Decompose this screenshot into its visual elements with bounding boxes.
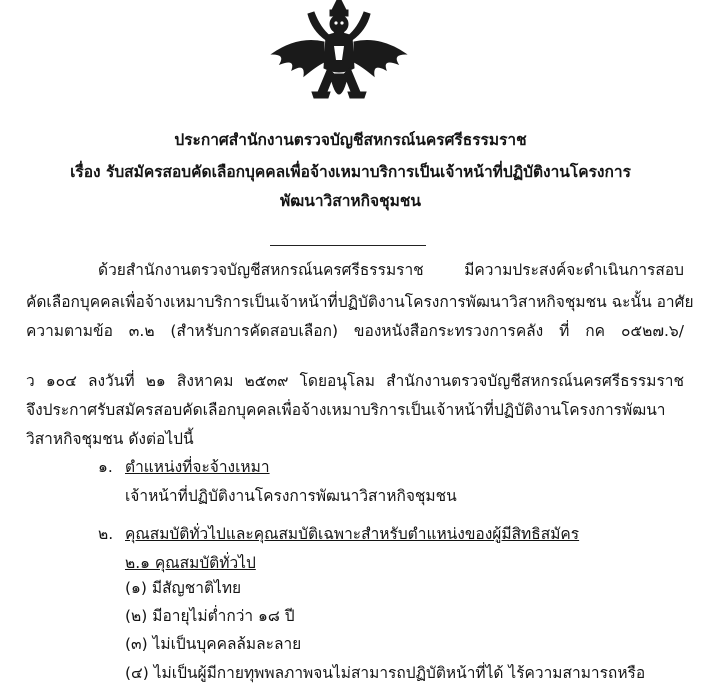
section2-heading: คุณสมบัติทั่วไปและคุณสมบัติเฉพาะสำหรับตำแหน่งของผู้มีสิทธิสมัคร (125, 525, 580, 543)
announcement-subject-cont: พัฒนาวิสาหกิจชุมชน (280, 192, 421, 210)
section2-number: ๒. (98, 525, 114, 543)
divider-line (270, 245, 426, 246)
intro-line-1: ด้วยสำนักงานตรวจบัญชีสหกรณ์นครศรีธรรมราช มีความประสงค์จะดำเนินการสอบ (98, 261, 684, 279)
list-item: (๑) มีสัญชาติไทย (125, 579, 242, 597)
garuda-emblem-icon (268, 0, 410, 114)
list-item: (๒) มีอายุไม่ต่ำกว่า ๑๘ ปี (125, 607, 295, 625)
intro-line-3: ความตามข้อ ๓.๒ (สำหรับการคัดสอบเลือก) ของหนังสือกระทรวงการคลัง ที่ กค ๐๕๒๗.๖/ (26, 322, 684, 340)
announcement-subject: เรื่อง รับสมัครสอบคัดเลือกบุคคลเพื่อจ้างเหมาบริการเป็นเจ้าหน้าที่ปฏิบัติงานโครงการ (70, 163, 631, 181)
intro-line-4: ว ๑๐๔ ลงวันที่ ๒๑ สิงหาคม ๒๕๓๙ โดยอนุโลม สำนักงานตรวจบัญชีสหกรณ์นครศรีธรรมราช (26, 372, 684, 390)
section1-number: ๑. (98, 458, 113, 476)
announcement-title: ประกาศสำนักงานตรวจบัญชีสหกรณ์นครศรีธรรมราช (174, 131, 527, 149)
section1-heading: ตำแหน่งที่จะจ้างเหมา (125, 458, 270, 476)
list-item: (๔) ไม่เป็นผู้มีกายทุพพลภาพจนไม่สามารถปฏิบัติหน้าที่ได้ ไร้ความสามารถหรือ (125, 664, 646, 682)
section2-subheading: ๒.๑ คุณสมบัติทั่วไป (125, 554, 256, 572)
intro-line-6: วิสาหกิจชุมชน ดังต่อไปนี้ (26, 430, 194, 448)
section1-text: เจ้าหน้าที่ปฏิบัติงานโครงการพัฒนาวิสาหกิจชุมชน (125, 487, 457, 505)
intro-line-2: คัดเลือกบุคคลเพื่อจ้างเหมาบริการเป็นเจ้าหน้าที่ปฏิบัติงานโครงการพัฒนาวิสาหกิจชุมชน ฉะนั้น อาศัย (26, 293, 694, 311)
list-item: (๓) ไม่เป็นบุคคลล้มละลาย (125, 635, 302, 653)
intro-line-5: จึงประกาศรับสมัครสอบคัดเลือกบุคคลเพื่อจ้างเหมาบริการเป็นเจ้าหน้าที่ปฏิบัติงานโครงการพัฒนา (26, 401, 666, 419)
